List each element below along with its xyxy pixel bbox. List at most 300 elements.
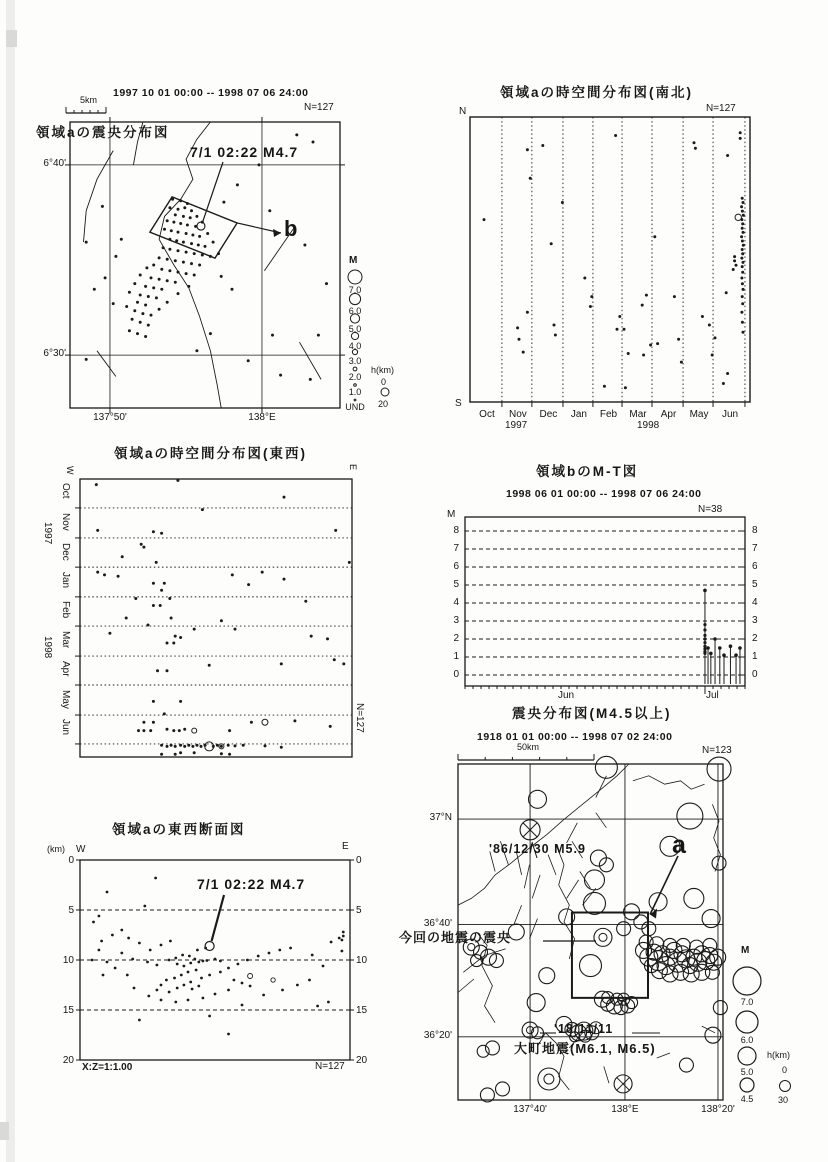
ns-year2: 1998 [637,420,660,431]
data-point [589,305,592,308]
open-event-circle [735,214,741,220]
data-point [177,292,180,295]
mt-jul-label: Jul [706,690,719,701]
data-point [185,251,188,254]
data-point [741,227,744,230]
data-point [190,242,193,245]
data-point [160,268,163,271]
epicenter-circle [538,1068,560,1090]
sec-event-annotation: 7/1 02:22 M4.7 [197,876,306,892]
epicenter-inner-circle [599,933,607,941]
data-point [742,231,745,234]
m-tick-label: 4 [453,597,459,608]
epicenter-circle [650,937,664,951]
data-point [138,942,141,945]
data-point [160,589,163,592]
data-point [96,571,99,574]
data-point [740,257,743,260]
epicenter-circle [583,892,605,914]
month-label: May [689,409,709,420]
data-point [208,664,211,667]
data-point [193,628,196,631]
data-point [280,746,283,749]
data-point [208,1015,211,1018]
data-point [178,729,181,732]
legend-depth-title: h(km) [767,1050,790,1060]
data-point [326,637,329,640]
event-leader [203,162,223,221]
data-point [198,235,201,238]
legend-size-label: 2.0 [348,371,362,382]
data-point [204,245,207,248]
coastline [548,855,556,875]
m-tick-label: 3 [752,615,758,626]
data-point [136,301,139,304]
depth-tick-label: 10 [356,955,368,966]
mt-title: 領域bのM-T図 [536,464,639,479]
mt-aftershock-dot [703,634,706,637]
mt-stem-top [738,646,742,650]
sec-unit: (km) [47,844,65,854]
legend-size-label: 4.5 [740,1094,754,1104]
data-point [241,982,244,985]
data-point [281,989,284,992]
coastline [524,865,529,889]
data-point [338,937,341,940]
legend-size-circle [733,967,761,995]
data-point [185,232,188,235]
data-point [104,276,107,279]
m-tick-label: 5 [752,579,758,590]
m-tick-label: 6 [453,561,459,572]
data-point [180,974,183,977]
data-point [325,282,328,285]
data-point [174,259,177,262]
epicenter-circle [477,1045,489,1057]
data-point [169,940,172,943]
a-map-scalebar-label: 5km [80,95,98,105]
epicenter-circle [713,1001,727,1015]
data-point [176,987,179,990]
data-point [149,949,152,952]
epicenter-circle [496,1082,510,1096]
data-point [193,274,196,277]
data-point [177,208,180,211]
data-point [160,999,163,1002]
epicenter-circle [601,997,615,1011]
data-point [137,729,140,732]
data-point [220,745,223,748]
data-point [333,658,336,661]
data-point [139,274,142,277]
big-map-ann-omachi: 大町地震(M6.1, M6.5) [514,1041,656,1056]
coastline [567,880,579,899]
data-point [293,719,296,722]
data-point [714,336,717,339]
data-point [741,210,744,213]
month-label: Mar [60,631,71,649]
data-point [283,496,286,499]
a-map-period: 1997 10 01 00:00 -- 1998 07 06 24:00 [113,87,309,99]
depth-tick-label: 20 [62,1055,74,1066]
data-point [342,662,345,665]
a-map-event-annotation: 7/1 02:22 M4.7 [190,144,299,160]
data-point [304,600,307,603]
lat-tick-label: 6°30' [43,348,66,360]
epicenter-circle [617,922,631,936]
m-tick-label: 8 [752,525,758,536]
legend-size-label: 1.0 [348,387,362,398]
legend-depth-circle [381,388,389,396]
lat-tick-label: 6°40' [43,157,66,169]
data-point [733,255,736,258]
mainshock-circle [197,222,205,230]
a-map-title: 領域aの震央分布図 [36,125,170,140]
data-point [134,597,137,600]
data-point [311,954,314,957]
data-point [168,248,171,251]
lat-tick-label: 36°20' [423,1029,452,1041]
data-point [138,1019,141,1022]
data-point [158,278,161,281]
data-point [170,617,173,620]
big-map-title: 震央分布図(M4.5以上) [512,706,672,721]
data-point [181,954,184,957]
data-point [561,201,564,204]
data-point [231,573,234,576]
ns-north-label: N [459,106,467,117]
data-point [309,378,312,381]
data-point [177,231,180,234]
data-point [550,242,553,245]
data-point [193,751,196,754]
data-point [168,597,171,600]
open-event-circle [262,719,268,725]
data-point [247,583,250,586]
coastline [596,776,607,798]
data-point [741,248,744,251]
data-point [183,206,186,209]
data-point [483,218,486,221]
data-point [144,335,147,338]
data-point [742,201,745,204]
data-point [227,989,230,992]
data-point [152,700,155,703]
mt-aftershock-dot [703,637,706,640]
data-point [187,744,190,747]
sec-scale-note: X:Z=1:1.00 [82,1062,133,1073]
data-point [173,977,176,980]
data-point [142,729,145,732]
data-point [735,264,738,267]
data-point [732,268,735,271]
data-point [200,745,203,748]
epicenter-circle [539,968,555,984]
legend-size-label: 5.0 [740,1067,754,1077]
coastline [532,875,540,899]
depth-tick-label: 20 [356,1055,368,1066]
data-point [234,744,237,747]
legend-size-circle [354,399,356,401]
data-point [120,952,123,955]
data-point [142,721,145,724]
data-point [160,288,163,291]
data-point [189,216,192,219]
legend-depth-0: 0 [381,377,387,387]
data-point [185,272,188,275]
data-point [341,950,344,953]
data-point [125,617,128,620]
data-point [312,141,315,144]
epicenter-inner-circle [544,1074,554,1084]
epicenter-circle [594,928,612,946]
sec-east-label: E [342,841,349,852]
data-point [191,745,194,748]
data-point [170,744,173,747]
mainshock-circle [205,942,214,951]
depth-tick-label: 15 [356,1005,368,1016]
data-point [227,1033,230,1036]
region-b-label: b [284,216,298,241]
data-point [206,232,209,235]
data-point [518,338,521,341]
data-point [649,344,652,347]
m-tick-label: 8 [453,525,459,536]
epicenter-circle [584,870,604,890]
data-point [526,311,529,314]
data-point [179,222,182,225]
depth-tick-label: 0 [68,855,74,866]
legend-m-title: M [349,255,358,266]
data-point [166,669,169,672]
data-point [156,669,159,672]
big-map-scalebar-label: 50km [517,742,540,752]
open-event-circle [192,728,197,733]
data-point [258,163,261,166]
legend-size-circle [353,367,357,371]
data-point [133,282,136,285]
plot-frame [470,117,750,402]
legend-size-circle [348,270,362,284]
lon-tick-label: 138°E [611,1104,639,1115]
mt-m-label: M [447,509,456,520]
data-point [126,974,129,977]
data-point [168,991,171,994]
data-point [193,958,196,961]
m-tick-label: 3 [453,615,459,626]
epicenter-circle [529,790,547,808]
data-point [179,751,182,754]
data-point [722,382,725,385]
month-label: Feb [599,409,618,420]
data-point [220,275,223,278]
month-label: Jun [721,409,739,420]
epicenter-circle [707,757,731,781]
data-point [227,744,230,747]
data-point [191,988,194,991]
data-point [155,561,158,564]
data-point [590,295,593,298]
data-point [85,241,88,244]
data-point [168,959,171,962]
legend-depth-circle [780,1081,791,1092]
data-point [522,351,525,354]
data-point [156,964,159,967]
ew-year1: 1997 [42,522,53,545]
data-point [140,543,143,546]
data-point [128,291,131,294]
legend-size-circle [736,1011,758,1033]
data-point [741,252,744,255]
data-point [150,314,153,317]
data-point [152,582,155,585]
data-point [163,712,166,715]
data-point [150,276,153,279]
data-point [174,1001,177,1004]
data-point [183,984,186,987]
data-point [741,222,744,225]
data-point [708,324,711,327]
data-point [191,234,194,237]
data-point [172,729,175,732]
mt-stem-top [718,646,722,650]
data-point [295,133,298,136]
data-point [247,359,250,362]
data-point [147,295,150,298]
mt-aftershock-dot [703,628,706,631]
depth-tick-label: 5 [356,905,362,916]
data-point [624,386,627,389]
data-point [231,288,234,291]
data-point [147,624,150,627]
data-point [170,229,173,232]
data-point [131,318,134,321]
legend-depth-0: 0 [782,1065,788,1075]
m-tick-label: 4 [752,597,758,608]
depth-tick-label: 15 [62,1005,74,1016]
data-point [200,977,203,980]
data-point [160,744,163,747]
data-point [250,721,253,724]
month-label: Jun [60,719,71,736]
data-point [196,744,199,747]
data-point [739,131,742,134]
data-point [145,266,148,269]
epicenter-circle [580,955,602,977]
data-point [656,342,659,345]
data-point [195,215,198,218]
data-point [144,304,147,307]
data-point [158,256,161,259]
data-point [623,328,626,331]
coastline [463,949,505,973]
data-point [166,728,169,731]
data-point [160,944,163,947]
data-point [156,989,159,992]
data-point [174,281,177,284]
data-point [329,725,332,728]
data-point [202,960,205,963]
data-point [741,302,744,305]
ew-title: 領域aの時空間分布図(東西) [114,446,307,461]
data-point [233,979,236,982]
data-point [152,604,155,607]
m-tick-label: 7 [453,543,459,554]
data-point [183,745,186,748]
data-point [166,745,169,748]
data-point [198,264,201,267]
data-point [102,974,105,977]
data-point [158,308,161,311]
data-point [618,315,621,318]
data-point [127,937,130,940]
data-point [128,329,131,332]
lon-tick-label: 137°50' [93,412,127,423]
data-point [95,483,98,486]
data-point [166,301,169,304]
mt-stem-top [729,644,733,648]
epicenter-circle [677,803,703,829]
data-point [342,931,345,934]
ew-count: N=127 [354,703,365,733]
data-point [91,959,94,962]
data-point [257,955,260,958]
data-point [168,269,171,272]
data-point [146,961,149,964]
m-tick-label: 1 [752,651,758,662]
data-point [526,148,529,151]
data-point [111,934,114,937]
data-point [317,334,320,337]
big-map-count: N=123 [702,745,732,756]
data-point [268,952,271,955]
a-map-count: N=127 [304,102,334,113]
data-point [279,374,282,377]
epicenter-circle [684,888,704,908]
m-tick-label: 5 [453,579,459,590]
epicenter-circle [679,1058,693,1072]
month-label: Mar [629,409,647,420]
mt-period: 1998 06 01 00:00 -- 1998 07 06 24:00 [506,488,702,500]
data-point [189,962,192,965]
data-point [172,642,175,645]
data-point [227,967,230,970]
data-point [174,213,177,216]
data-point [701,315,704,318]
mt-jun-label: Jun [558,690,575,701]
data-point [726,372,729,375]
data-point [209,332,212,335]
data-point [214,958,217,961]
data-point [163,582,166,585]
data-point [133,987,136,990]
legend-depth-30: 30 [778,1095,789,1105]
data-point [261,571,264,574]
data-point [131,958,134,961]
epicenter-circle [690,940,704,954]
data-point [125,305,128,308]
data-point [183,965,186,968]
data-point [114,967,117,970]
data-point [176,479,179,482]
coastline [596,813,607,828]
data-point [740,277,743,280]
data-point [172,221,175,224]
depth-tick-label: 10 [62,955,74,966]
data-point [139,321,142,324]
lon-tick-label: 137°40' [513,1104,547,1115]
data-point [117,575,120,578]
